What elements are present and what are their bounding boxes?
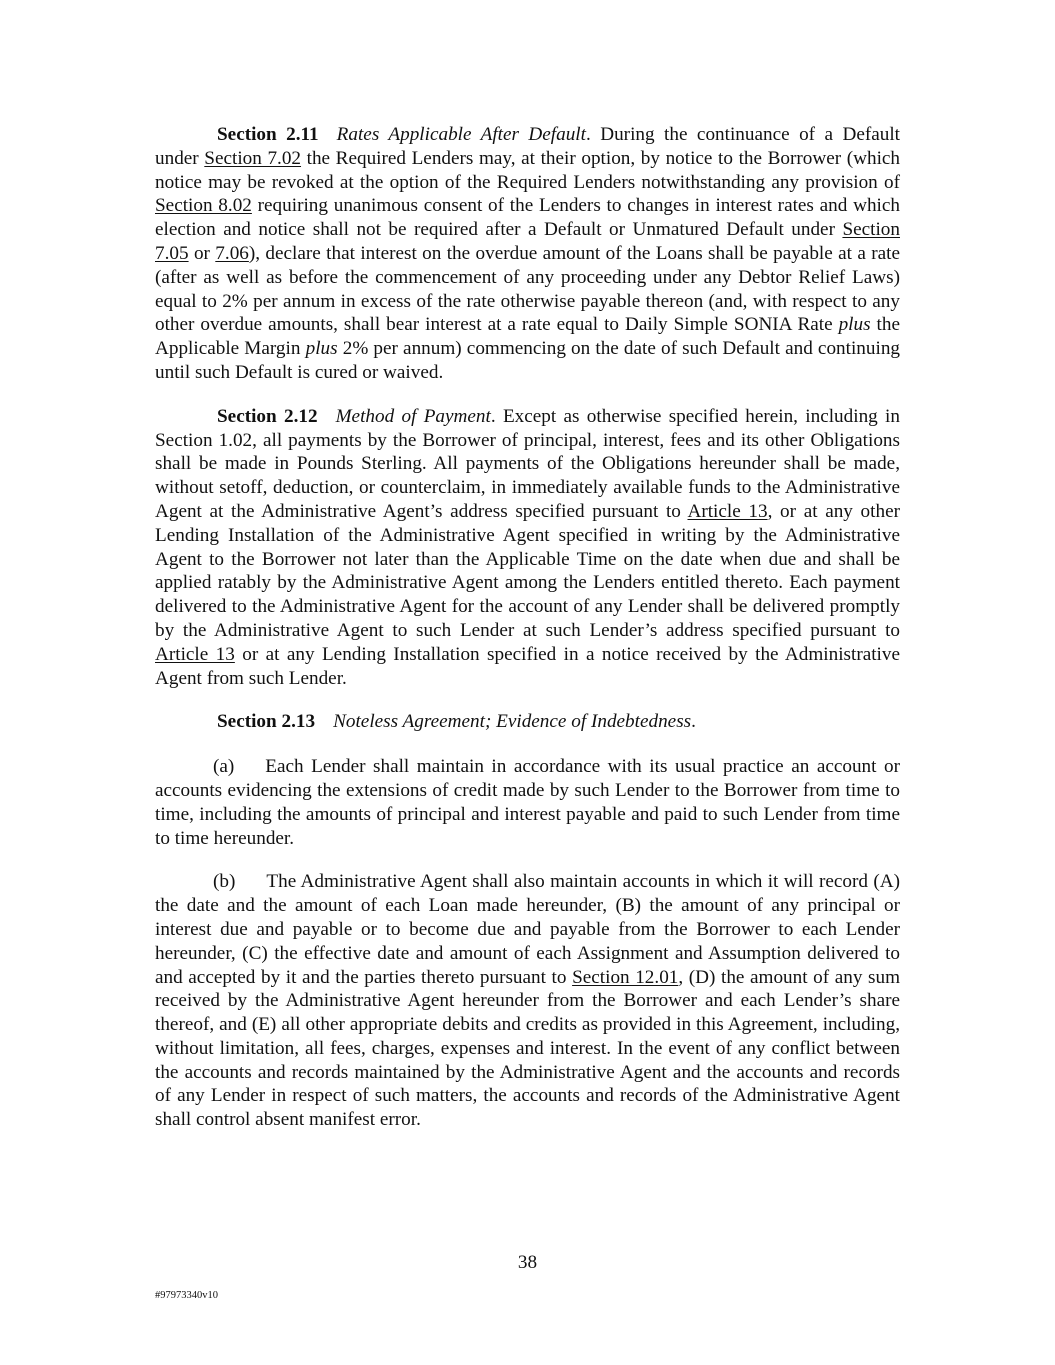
page-number: 38 — [517, 1252, 538, 1273]
body-text: or — [188, 242, 216, 264]
body-text: or at any Lending Installation specified in a notice received by the Administrative Agent from such Lender. — [155, 643, 900, 689]
body-text: The Administrative Agent shall also maintain accounts in which it will record (A) the date and the amount of each Loan made hereunder, (B) the amount of any principal or interest due and payable or to become due and payable from the Borrower to each Lender hereunder, (C) the effective date and amount of each Assignment and Assumption delivered to and accepted by it and the parties thereto pursuant to — [155, 871, 900, 988]
section-number: Section 2.13 — [217, 711, 316, 733]
section-2-12-paragraph — [155, 405, 900, 691]
cross-reference: 7.06 — [215, 242, 249, 264]
body-text: ), declare that interest on the overdue amount of the Loans shall be payable at a rate (after as well as before the commencement of any proceeding under any Debtor Relief Laws) equal to 2% per annum in excess of the rate otherwise payable thereon (and, with respect to any other overdue amounts, shall bear interest at a rate equal to Daily Simple SONIA Rate — [155, 242, 900, 336]
document-body — [155, 123, 900, 1132]
section-2-13-heading — [155, 710, 900, 734]
body-text: the Required Lenders may, at their option, by notice to the Borrower (which notice may be revoked at the option of the Required Lenders notwithstanding any provision of — [155, 147, 901, 193]
body-text: Each Lender shall maintain in accordance with its usual practice an account or accounts evidencing the extensions of credit made by such Lender to the Borrower from time to time, including the amounts of principal and interest payable and paid to such Lender from time to time hereunder. — [155, 756, 900, 849]
body-text: requiring unanimous consent of the Lenders to changes in interest rates and which election and notice shall not be required after a Default or Unmatured Default under — [155, 195, 900, 241]
body-text: 2% per annum) commencing on the date of such Default and continuing until such Default is cured or waived. — [155, 338, 901, 383]
section-2-11-paragraph — [155, 123, 900, 385]
cross-reference: Section 7.05 — [155, 219, 900, 264]
emphasis: plus — [838, 314, 871, 336]
subsection-label: (a) — [213, 756, 235, 778]
section-number: Section 2.12 — [217, 405, 318, 427]
cross-reference: Section 12.01 — [572, 966, 679, 988]
document-id: #97973340v10 — [155, 1290, 218, 1301]
body-text: . During the continuance of a Default under — [155, 124, 900, 169]
section-title: Noteless Agreement; Evidence of Indebtedness — [333, 711, 692, 733]
subsection-b-paragraph — [155, 870, 900, 1132]
section-title: Rates Applicable After Default — [336, 124, 586, 145]
cross-reference: Section 8.02 — [155, 195, 252, 217]
section-title: Method of Payment — [335, 405, 491, 427]
body-text: , or at any other Lending Installation of the Administrative Agent specified in writing by the Administrative Agent to the Borrower not later than the Applicable Time on the date when due and shall be applied ratably by the Administrative Agent among the Lenders entitled thereto. Each payment delivered to the Administrative Agent for the account of any Lender shall be delivered promptly by the Administrative Agent to such Lender at such Lender’s address specified pursuant to — [155, 500, 900, 641]
emphasis: plus — [305, 338, 338, 360]
subsection-label: (b) — [213, 871, 236, 893]
body-text: , (D) the amount of any sum received by the Administrative Agent hereunder from the Borrower and each Lender’s share thereof, and (E) all other appropriate debits and credits as provided in this Agreement, including, without limitation, all fees, charges, expenses and interest. In the event of any conflict between the accounts and records maintained by the Administrative Agent and the accounts and records of any Lender in respect of such matters, the accounts and records of the Administrative Agent shall control absent manifest error. — [155, 966, 900, 1131]
body-text: the Applicable Margin — [155, 314, 900, 360]
subsection-a-paragraph — [155, 755, 900, 850]
cross-reference: Section 7.02 — [204, 147, 302, 169]
cross-reference: Article 13 — [687, 500, 768, 522]
body-text: . Except as otherwise specified herein, including in Section 1.02, all payments by the Borrower of principal, interest, fees and its other Obligations shall be made in Pounds Sterling. All payments of the Obligations hereunder shall be made, without setoff, deduction, or counterclaim, in immediately available funds to the Administrative Agent at the Administrative Agent’s address specified pursuant to — [155, 405, 900, 522]
body-text: . — [691, 711, 696, 733]
section-number: Section 2.11 — [217, 124, 319, 145]
cross-reference: Article 13 — [155, 643, 235, 665]
